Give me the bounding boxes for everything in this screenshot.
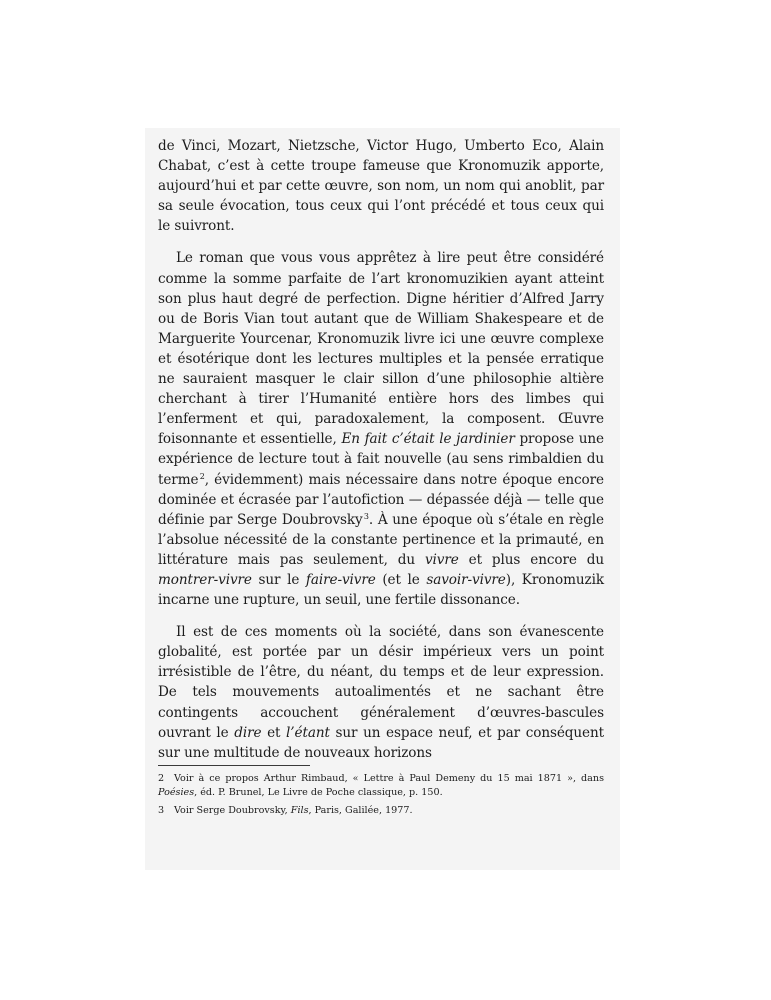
italic-etant: l’étant <box>286 724 330 741</box>
paragraph-2-text-a: Le roman que vous vous apprêtez à lire peut être considéré comme la somme parfaite de l’art kronomuzikien ayant atteint son plus haut degré de perfection. Digne héritier d’Alfred Jarry ou de Boris Vian tout autant que de William Shakespeare et de Marguerite Yourcenar, Kronomuzik livre ici une œuvre complexe et ésotérique dont les lectures multiples et la pensée erratique ne sauraient masquer le clair sillon d’une philosophie altière cherchant à tirer l’Humanité entière hors des limbes qui l’enferment et qui, paradoxalement, la composent. Œuvre foisonnante et essentielle, <box>158 250 604 448</box>
italic-savoir-vivre: savoir-vivre <box>426 571 506 588</box>
paragraph-2-text-c: , évidemment) mais nécessaire dans notre époque encore dominée et écrasée par l’autofiction — dépassée déjà — telle que définie par Serge Doubrovsky <box>158 471 604 528</box>
paragraph-3-text-b: et <box>261 724 287 741</box>
footnote-ref-3: 3 <box>363 511 369 521</box>
footnote-3 <box>158 804 604 819</box>
paragraph-2-text-g: (et le <box>375 571 427 588</box>
italic-faire-vivre: faire-vivre <box>305 571 376 588</box>
book-page <box>145 128 620 870</box>
footnote-2-italic: Poésies <box>158 787 195 799</box>
paragraph-1 <box>158 136 604 236</box>
footnote-3-number: 3 <box>158 804 165 816</box>
footnote-ref-2: 2 <box>199 471 205 481</box>
paragraph-1-text: de Vinci, Mozart, Nietzsche, Victor Hugo, Umberto Eco, Alain Chabat, c’est à cette troupe fameuse que Kronomuzik apporte, aujourd’hui et par cette œuvre, son nom, un nom qui anoblit, par sa seule évocation, tous ceux qui l’ont précédé et tous ceux qui le suivront. <box>158 138 604 235</box>
footnote-3-italic: Fils <box>290 804 309 816</box>
footnote-2 <box>158 772 604 801</box>
footnote-2-number: 2 <box>158 772 165 784</box>
paragraph-2-text-b: propose une expérience de lecture tout à fait nouvelle (au sens rimbaldien du terme <box>158 431 605 488</box>
footnote-3-text-a: Voir Serge Doubrovsky, <box>174 804 291 816</box>
paragraph-3-text-c: sur un espace neuf, et par conséquent sur une multitude de nouveaux horizons <box>158 724 605 761</box>
paragraph-2-text-e: et plus encore du <box>458 551 604 568</box>
footnote-3-text-b: , Paris, Galilée, 1977. <box>308 804 413 816</box>
italic-dire: dire <box>234 724 262 741</box>
paragraph-3-text-a: Il est de ces moments où la société, dans son évanescente globalité, est portée par un désir impérieux vers un point irrésistible de l’être, du néant, du temps et de leur expression. De tels mouvements autoalimentés et ne sachant être contingents accouchent généralement d’œuvres-bascules ouvrant le <box>158 624 604 741</box>
page-content <box>158 136 604 818</box>
italic-vivre: vivre <box>424 551 459 568</box>
footnote-2-text-b: , éd. P. Brunel, Le Livre de Poche classique, p. 150. <box>194 787 443 799</box>
paragraph-2 <box>158 248 604 610</box>
paragraph-2-text-h: ), Kronomuzik incarne une rupture, un seuil, une fertile dissonance. <box>158 571 604 609</box>
paragraph-3 <box>158 622 604 763</box>
paragraph-2-text-f: sur le <box>251 571 306 588</box>
footnote-2-text-a: Voir à ce propos Arthur Rimbaud, « Lettre à Paul Demeny du 15 mai 1871 », dans <box>174 772 604 784</box>
paragraph-2-text-d: . À une époque où s’étale en règle l’absolue nécessité de la constante pertinence et la primauté, en littérature mais pas seulement, du <box>158 511 604 568</box>
book-title-italic: En fait c’était le jardinier <box>341 431 515 448</box>
footnote-divider <box>158 765 310 766</box>
italic-montrer-vivre: montrer-vivre <box>158 571 252 588</box>
